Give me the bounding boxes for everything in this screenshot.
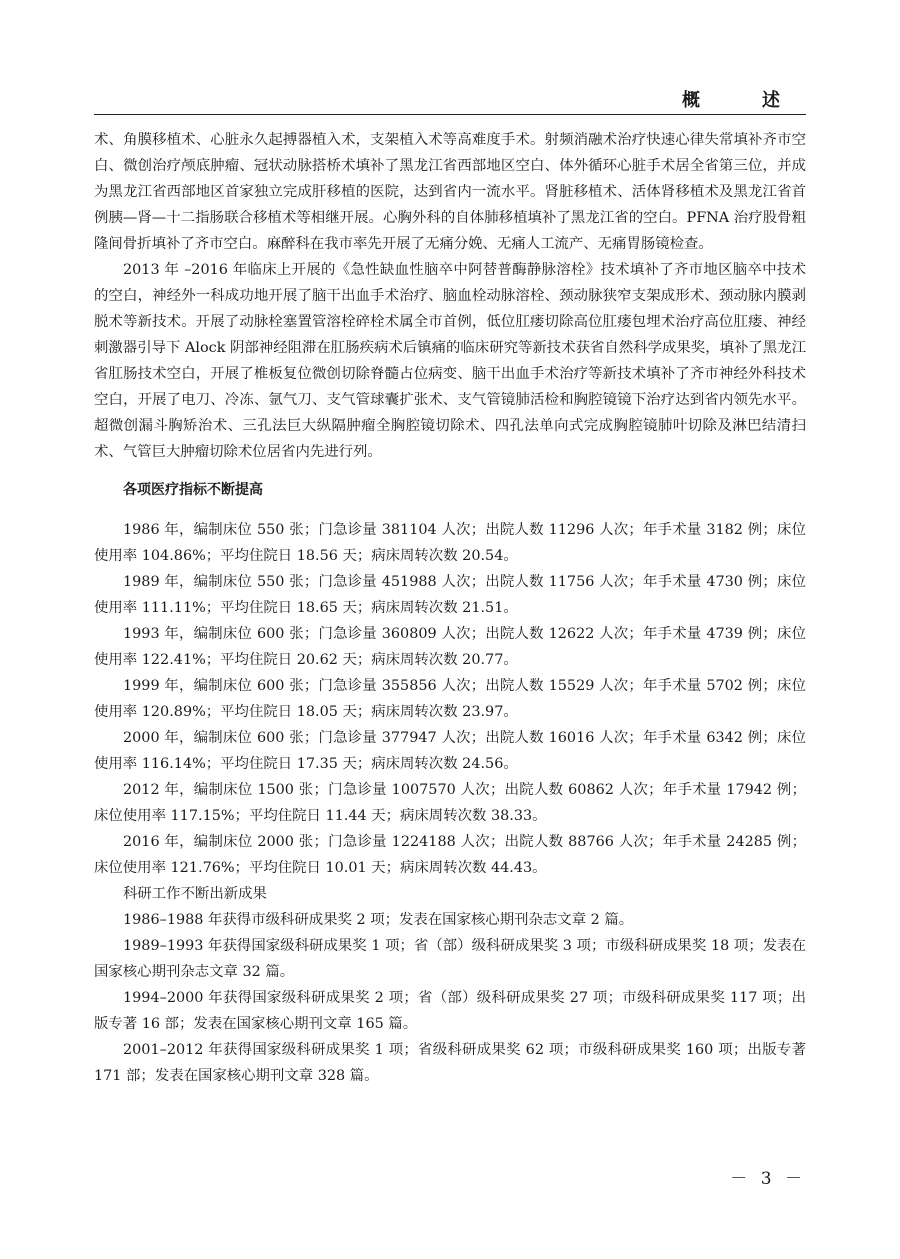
- indicator-item: 1993 年，编制床位 600 张；门急诊量 360809 人次；出院人数 12622 人次；年手术量 4739 例；床位使用率 122.41%；平均住院日 20.62 天；病床周转次数 20.77。: [94, 626, 806, 668]
- running-header-title: 概 述: [682, 90, 802, 111]
- research-item: 1994–2000 年获得国家级科研成果奖 2 项；省（部）级科研成果奖 27 项；市级科研成果奖 117 项；出版专著 16 部；发表在国家核心期刊文章 165 篇。: [94, 990, 806, 1032]
- section-heading-research: 科研工作不断出新成果: [123, 886, 267, 902]
- indicator-item: 1999 年，编制床位 600 张；门急诊量 355856 人次；出院人数 15529 人次；年手术量 5702 例；床位使用率 120.89%；平均住院日 18.05 天；病床周转次数 23.97。: [94, 678, 806, 720]
- indicator-item: 2016 年，编制床位 2000 张；门急诊量 1224188 人次；出院人数 88766 人次；年手术量 24285 例；床位使用率 121.76%；平均住院日 10.01 天；病床周转次数 44.43。: [94, 834, 806, 876]
- page-number: － 3 －: [730, 1169, 806, 1189]
- indicator-item: 2000 年，编制床位 600 张；门急诊量 377947 人次；出院人数 16016 人次；年手术量 6342 例；床位使用率 116.14%；平均住院日 17.35 天；病床周转次数 24.56。: [94, 730, 806, 772]
- indicator-item: 1986 年，编制床位 550 张；门急诊量 381104 人次；出院人数 11296 人次；年手术量 3182 例；床位使用率 104.86%；平均住院日 18.56 天；病床周转次数 20.54。: [94, 522, 806, 564]
- paragraph: 术、角膜移植术、心脏永久起搏器植入术，支架植入术等高难度手术。射频消融术治疗快速心律失常填补齐市空白、微创治疗颅底肿瘤、冠状动脉搭桥术填补了黑龙江省西部地区空白、体外循环心脏手术居全省第三位，并成为黑龙江省西部地区首家独立完成肝移植的医院，达到省内一流水平。肾脏移植术、活体肾移植术及黑龙江省首例胰—肾—十二指肠联合移植术等相继开展。心胸外科的自体肺移植填补了黑龙江省的空白。PFNA 治疗股骨粗隆间骨折填补了齐市空白。麻醉科在我市率先开展了无痛分娩、无痛人工流产、无痛胃肠镜检查。: [94, 132, 806, 252]
- body-text: [94, 127, 806, 1089]
- indicator-item: 2012 年，编制床位 1500 张；门急诊量 1007570 人次；出院人数 60862 人次；年手术量 17942 例；床位使用率 117.15%；平均住院日 11.44 天；病床周转次数 38.33。: [94, 782, 806, 824]
- section-heading-indicators: 各项医疗指标不断提高: [123, 482, 263, 498]
- paragraph: 2013 年 –2016 年临床上开展的《急性缺血性脑卒中阿替普酶静脉溶栓》技术填补了齐市地区脑卒中技术的空白，神经外一科成功地开展了脑干出血手术治疗、脑血栓动脉溶栓、颈动脉狭窄支架成形术、颈动脉内膜剥脱术等新技术。开展了动脉栓塞置管溶栓碎栓术属全市首例，低位肛瘘切除高位肛瘘包埋术治疗高位肛瘘、神经刺激器引导下 Alock 阴部神经阻滞在肛肠疾病术后镇痛的临床研究等新技术获省自然科学成果奖，填补了黑龙江省肛肠技术空白，开展了椎板复位微创切除脊髓占位病变、脑干出血手术治疗等新技术填补了齐市神经外科技术空白，开展了电刀、冷冻、氩气刀、支气管球囊扩张术、支气管镜肺活检和胸腔镜镜下治疗达到省内领先水平。超微创漏斗胸矫治术、三孔法巨大纵隔肿瘤全胸腔镜切除术、四孔法单向式完成胸腔镜肺叶切除及淋巴结清扫术、气管巨大肿瘤切除术位居省内先进行列。: [94, 262, 806, 460]
- research-item: 1986–1988 年获得市级科研成果奖 2 项；发表在国家核心期刊杂志文章 2 篇。: [123, 912, 634, 928]
- running-header: [94, 88, 806, 115]
- indicator-item: 1989 年，编制床位 550 张；门急诊量 451988 人次；出院人数 11756 人次；年手术量 4730 例；床位使用率 111.11%；平均住院日 18.65 天；病床周转次数 21.51。: [94, 574, 806, 616]
- research-item: 2001–2012 年获得国家级科研成果奖 1 项；省级科研成果奖 62 项；市级科研成果奖 160 项；出版专著 171 部；发表在国家核心期刊文章 328 篇。: [94, 1042, 806, 1084]
- research-item: 1989–1993 年获得国家级科研成果奖 1 项；省（部）级科研成果奖 3 项；市级科研成果奖 18 项；发表在国家核心期刊杂志文章 32 篇。: [94, 938, 806, 980]
